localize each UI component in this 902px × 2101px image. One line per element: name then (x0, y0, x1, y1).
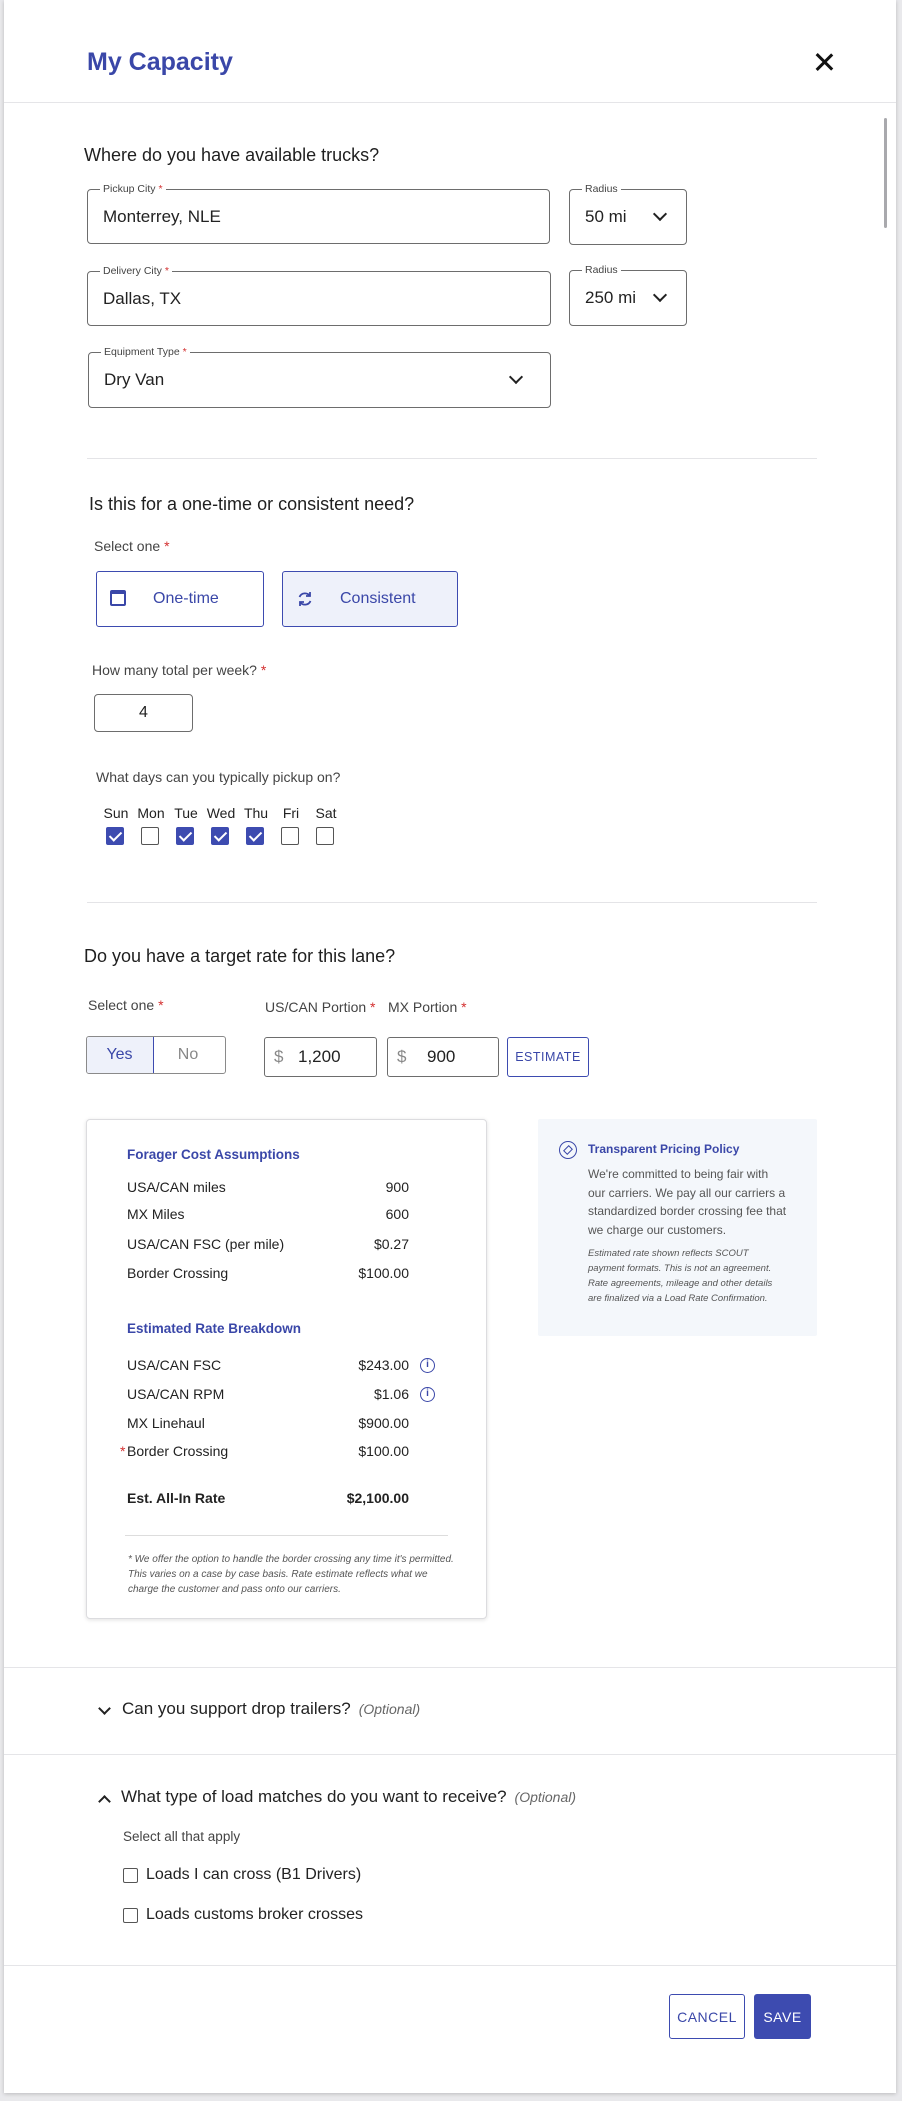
breakdown-label-text: USA/CAN RPM (127, 1386, 225, 1402)
policy-line: our carriers. We pay all our carriers a (588, 1185, 786, 1200)
target-rate-toggle (86, 1036, 226, 1074)
required-mark: * (164, 538, 170, 554)
assumption-row (127, 1236, 409, 1252)
required-mark: * (182, 346, 187, 358)
policy-line: We're committed to being fair with (588, 1167, 769, 1181)
per-week-label: How many total per week? (92, 662, 257, 678)
breakdown-label (127, 1357, 221, 1373)
rate-select-label: Select one (88, 997, 155, 1013)
breakdown-label (120, 1443, 229, 1459)
pickup-city-value: Monterrey, NLE (103, 206, 221, 226)
cancel-button[interactable]: CANCEL (669, 1994, 745, 2039)
breakdown-value: $900.00 (358, 1415, 409, 1431)
save-button[interactable]: SAVE (754, 1994, 811, 2039)
drop-trailers-heading: Can you support drop trailers? (122, 1699, 351, 1718)
footnote (128, 1552, 458, 1597)
days-label: What days can you typically pickup on? (96, 769, 341, 785)
refresh-icon (296, 590, 314, 608)
cost-card (86, 1119, 487, 1619)
equipment-type-label: Equipment Type (104, 346, 180, 358)
equipment-type-value: Dry Van (104, 370, 165, 389)
pickup-city-label: Pickup City (103, 183, 156, 195)
day-label: Thu (243, 805, 269, 821)
total-label: Est. All-In Rate (127, 1490, 226, 1506)
day-label: Fri (282, 805, 300, 821)
load-match-label: Loads customs broker crosses (146, 1906, 363, 1923)
footnote-line: This varies on a case by case basis. Rate estimate reflects what we (128, 1569, 428, 1580)
assumption-value: 900 (385, 1179, 409, 1195)
chevron-down-icon (509, 370, 523, 384)
footer-divider (4, 1965, 896, 1966)
mx-portion-label: MX Portion (388, 999, 458, 1015)
section-divider (87, 458, 817, 459)
uscan-portion-input[interactable] (264, 1037, 377, 1077)
breakdown-value: $243.00 (358, 1357, 409, 1373)
assumption-row (127, 1265, 409, 1281)
uscan-portion-label: US/CAN Portion (265, 999, 367, 1015)
assumption-label: USA/CAN FSC (per mile) (127, 1236, 285, 1252)
need-heading: Is this for a one-time or consistent need? (89, 494, 415, 514)
mx-portion-value: 900 (427, 1047, 456, 1066)
chevron-up-icon (98, 1795, 111, 1808)
equipment-type-select[interactable] (88, 346, 551, 408)
load-match-checkbox[interactable] (123, 1908, 138, 1923)
header-divider (4, 102, 896, 103)
dollar-symbol: $ (274, 1047, 284, 1066)
consistent-option[interactable] (282, 571, 458, 627)
breakdown-label-text: MX Linehaul (127, 1415, 205, 1431)
assumptions-heading: Forager Cost Assumptions (127, 1147, 300, 1162)
drop-trailers-toggle[interactable] (94, 1699, 694, 1725)
info-icon[interactable]: i (420, 1358, 435, 1373)
required-mark: * (158, 997, 164, 1013)
calendar-icon (110, 590, 126, 606)
day-checkbox[interactable] (281, 827, 299, 845)
required-mark: * (260, 662, 267, 678)
breakdown-row (120, 1443, 409, 1459)
border-crossing-marker: * (120, 1443, 126, 1459)
day-checkbox[interactable] (176, 827, 194, 845)
required-mark: * (461, 999, 467, 1015)
pickup-radius-label: Radius (582, 182, 621, 196)
need-select-label: Select one (94, 538, 161, 554)
onetime-option[interactable] (96, 571, 264, 627)
chevron-down-icon (98, 1702, 111, 1715)
breakdown-label (127, 1386, 224, 1402)
footnote-line: * We offer the option to handle the border crossing any time it's permitted. (128, 1554, 454, 1565)
assumption-label: USA/CAN miles (127, 1179, 226, 1195)
dollar-symbol: $ (397, 1047, 407, 1066)
per-week-input[interactable]: 4 (94, 694, 193, 732)
day-label: Tue (174, 805, 198, 821)
section-divider (87, 902, 817, 903)
required-mark: * (370, 999, 376, 1015)
assumption-value: $0.27 (373, 1236, 409, 1252)
card-divider (125, 1535, 448, 1536)
consistent-label: Consistent (340, 590, 416, 607)
onetime-label: One-time (153, 590, 219, 607)
chevron-down-icon (653, 288, 667, 302)
breakdown-value: $100.00 (358, 1443, 409, 1459)
assumption-label: Border Crossing (127, 1265, 229, 1281)
delivery-city-field[interactable] (87, 265, 551, 326)
rate-heading: Do you have a target rate for this lane? (84, 946, 396, 966)
day-label: Mon (137, 805, 165, 821)
breakdown-row (127, 1415, 409, 1431)
total-value: $2,100.00 (346, 1490, 409, 1506)
day-label: Sat (315, 805, 337, 821)
assumption-label: MX Miles (127, 1206, 185, 1222)
policy-line: standardized border crossing fee that (588, 1204, 787, 1218)
optional-tag: (Optional) (514, 1789, 577, 1805)
load-matches-heading: What type of load matches do you want to receive? (121, 1787, 507, 1806)
delivery-radius-value: 250 mi (585, 288, 637, 307)
day-checkbox[interactable] (211, 827, 229, 845)
breakdown-heading: Estimated Rate Breakdown (127, 1321, 302, 1336)
section-divider (4, 1754, 896, 1755)
delivery-city-label: Delivery City (103, 265, 162, 277)
assumption-value: 600 (385, 1206, 409, 1222)
pricing-policy-box (538, 1119, 817, 1336)
breakdown-value: $1.06 (373, 1386, 409, 1402)
load-matches-hint: Select all that apply (123, 1829, 241, 1844)
delivery-city-value: Dallas, TX (103, 288, 182, 308)
mx-portion-input[interactable] (387, 1037, 499, 1077)
delivery-radius-label: Radius (582, 263, 621, 277)
section-divider (4, 1667, 896, 1668)
yes-button[interactable]: Yes (86, 1036, 154, 1074)
capacity-modal (4, 0, 896, 2093)
pickup-radius-value: 50 mi (585, 207, 627, 226)
policy-note-line: Rate agreements, mileage and other details (588, 1278, 773, 1289)
estimate-button[interactable]: ESTIMATE (507, 1037, 589, 1077)
day-checkbox[interactable] (141, 827, 159, 845)
scrollbar[interactable] (884, 118, 887, 228)
assumption-row (127, 1179, 409, 1195)
policy-body (588, 1165, 786, 1239)
breakdown-label-text: Border Crossing (127, 1443, 229, 1459)
close-icon[interactable] (812, 50, 836, 74)
pickup-city-field[interactable] (87, 183, 550, 244)
page-title: My Capacity (87, 48, 233, 76)
policy-note-line: Estimated rate shown reflects SCOUT (588, 1248, 749, 1259)
load-matches-toggle[interactable] (94, 1787, 744, 1813)
uscan-portion-value: 1,200 (298, 1047, 341, 1066)
breakdown-label (127, 1415, 205, 1431)
pickup-radius-select[interactable] (569, 183, 687, 245)
day-label: Sun (103, 805, 129, 821)
policy-title: Transparent Pricing Policy (588, 1142, 740, 1156)
day-checkbox[interactable] (246, 827, 264, 845)
required-mark: * (158, 183, 163, 195)
day-label: Wed (206, 805, 236, 821)
load-match-label: Loads I can cross (B1 Drivers) (146, 1866, 362, 1883)
footnote-line: charge the customer and pass onto our carriers. (128, 1584, 341, 1595)
load-match-checkbox[interactable] (123, 1868, 138, 1883)
assumption-row (127, 1206, 409, 1222)
policy-note (588, 1246, 772, 1306)
delivery-radius-select[interactable] (569, 264, 687, 326)
required-mark: * (164, 265, 169, 277)
breakdown-label-text: USA/CAN FSC (127, 1357, 222, 1373)
chevron-down-icon (653, 207, 667, 221)
policy-line: we charge our customers. (588, 1222, 727, 1237)
day-checkbox[interactable] (106, 827, 124, 845)
breakdown-row (127, 1357, 409, 1373)
day-checkbox[interactable] (316, 827, 334, 845)
policy-note-line: are finalized via a Load Rate Confirmation. (588, 1293, 768, 1304)
optional-tag: (Optional) (358, 1701, 421, 1717)
breakdown-row (127, 1386, 409, 1402)
price-tag-icon (559, 1141, 577, 1159)
trucks-heading: Where do you have available trucks? (84, 145, 380, 165)
info-icon[interactable]: i (420, 1387, 435, 1402)
assumption-value: $100.00 (358, 1265, 409, 1281)
total-row (127, 1490, 409, 1506)
no-button[interactable]: No (177, 1046, 199, 1063)
policy-note-line: payment formats. This is not an agreement. (588, 1263, 772, 1274)
